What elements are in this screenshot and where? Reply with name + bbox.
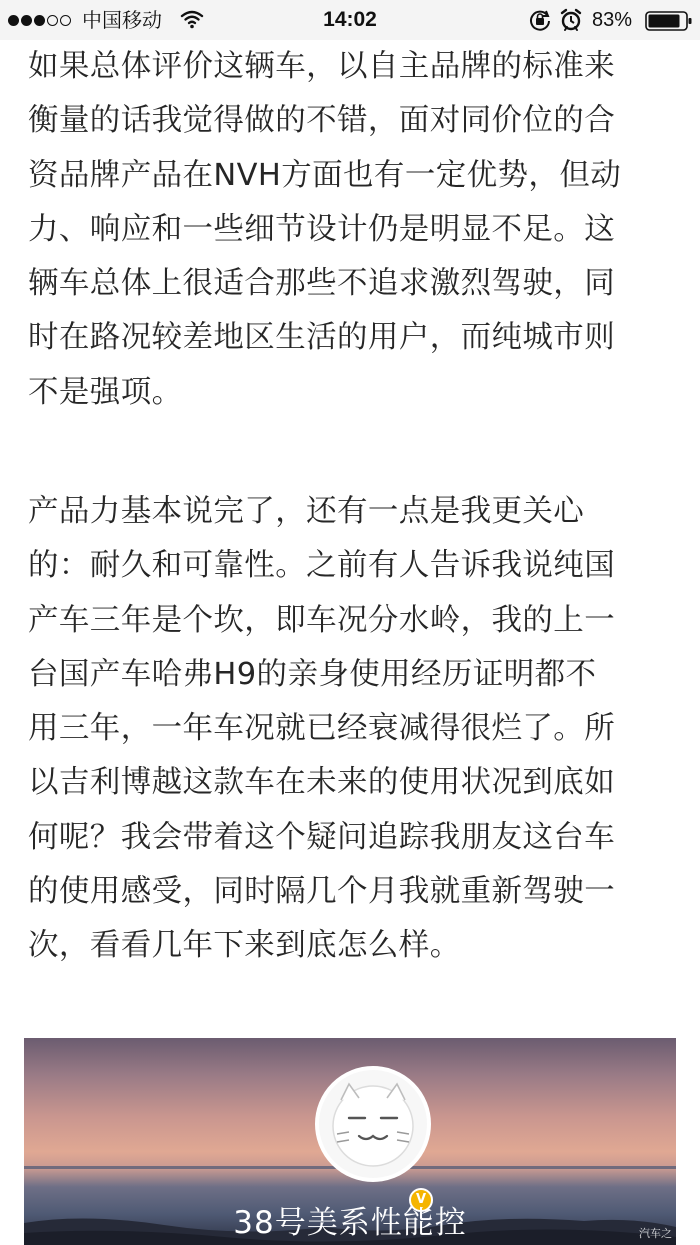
- status-clock: 14:02: [323, 8, 377, 31]
- status-bar: [0, 0, 700, 40]
- article-paragraph: 如果总体评价这辆车，以自主品牌的标准来 衡量的话我觉得做的不错，面对同价位的合 资品牌产品在NVH方面也有一定优势，但动 力、响应和一些细节设计仍是明显不足。这 辆车总体上很适合那些不追求激烈驾驶，同 时在路况较差地区生活的用户，而纯城市则 不是强项。: [28, 49, 622, 410]
- article-paragraph: 产品力基本说完了，还有一点是我更关心 的：耐久和可靠性。之前有人告诉我说纯国 产车三年是个坎，即车况分水岭，我的上一 台国产车哈弗H9的亲身使用经历证明都不 用三年，一年车况就已经衰减得很烂了。所 以吉利博越这款车在未来的使用状况到底如 何呢？我会带着这个疑问追踪我朋友这台车 的使用感受，同时隔几个月我就重新驾驶一 次，看看几年下来到底怎么样。: [28, 494, 616, 964]
- verified-badge-icon: V: [409, 1188, 433, 1212]
- avatar[interactable]: [315, 1066, 431, 1182]
- carrier-name: 中国移动: [82, 8, 162, 32]
- battery-percent: 83%: [592, 9, 633, 31]
- orientation-lock-icon: [529, 9, 551, 31]
- battery-icon: [645, 11, 693, 31]
- alarm-icon: [560, 8, 582, 32]
- author-name[interactable]: 38号美系性能控: [233, 1205, 467, 1241]
- avatar-face-icon: [319, 1070, 427, 1178]
- author-card[interactable]: [24, 1038, 676, 1245]
- watermark: 汽车之: [639, 1227, 672, 1240]
